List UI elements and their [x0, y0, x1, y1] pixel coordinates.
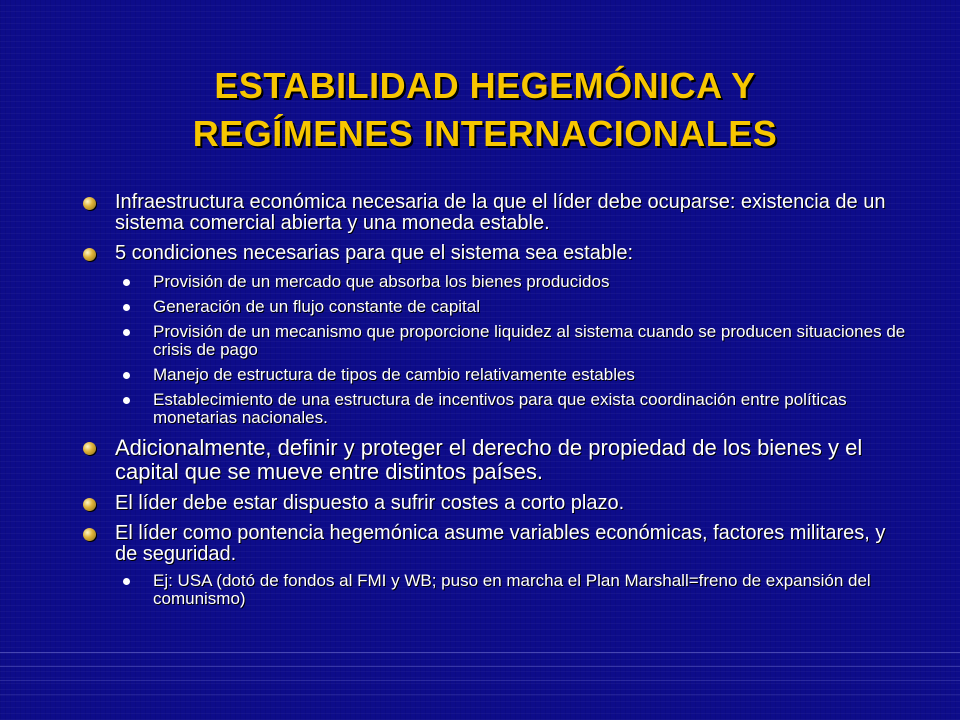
bullet-item	[78, 192, 908, 234]
slide-title	[90, 62, 880, 158]
gold-bullet-icon	[83, 248, 96, 261]
sub-bullet-item	[78, 391, 908, 427]
bullet-text: Infraestructura económica necesaria de la que el líder debe ocuparse: existencia de un sistema comercial abierta y una moneda estable.	[115, 191, 886, 234]
bullet-item	[78, 436, 908, 484]
decorative-line	[0, 694, 960, 695]
sub-bullet-text: Generación de un flujo constante de capital	[153, 297, 481, 316]
gold-bullet-icon	[83, 197, 96, 210]
sub-bullet-text: Manejo de estructura de tipos de cambio relativamente estables	[153, 365, 635, 384]
dot-bullet-icon	[123, 304, 130, 311]
bullet-item	[78, 493, 908, 514]
dot-bullet-icon	[123, 397, 130, 404]
bullet-text: El líder debe estar dispuesto a sufrir costes a corto plazo.	[115, 492, 625, 514]
bullet-text: Adicionalmente, definir y proteger el derecho de propiedad de los bienes y el capital que se mueve entre distintos países.	[115, 435, 863, 484]
sub-bullet-item	[78, 572, 908, 608]
bullet-text: El líder como pontencia hegemónica asume variables económicas, factores militares, y de seguridad.	[115, 522, 886, 565]
sub-bullet-item	[78, 323, 908, 359]
sub-bullet-text: Ej: USA (dotó de fondos al FMI y WB; puso en marcha el Plan Marshall=freno de expansión del comunismo)	[153, 571, 871, 608]
dot-bullet-icon	[123, 372, 130, 379]
slide-content	[78, 192, 908, 608]
gold-bullet-icon	[83, 498, 96, 511]
dot-bullet-icon	[123, 329, 130, 336]
decorative-line	[0, 680, 960, 681]
slide-title-line-1: ESTABILIDAD HEGEMÓNICA Y	[214, 65, 756, 106]
gold-bullet-icon	[83, 528, 96, 541]
dot-bullet-icon	[123, 279, 130, 286]
bullet-text: 5 condiciones necesarias para que el sistema sea estable:	[115, 242, 634, 264]
sub-bullet-text: Provisión de un mercado que absorba los bienes producidos	[153, 272, 610, 291]
decorative-line	[0, 652, 960, 653]
sub-bullet-item	[78, 273, 908, 291]
gold-bullet-icon	[83, 442, 96, 455]
sub-bullet-text: Establecimiento de una estructura de incentivos para que exista coordinación entre políticas monetarias nacionales.	[153, 390, 847, 427]
sub-bullet-item	[78, 366, 908, 384]
sub-bullet-item	[78, 298, 908, 316]
slide-title-line-2: REGÍMENES INTERNACIONALES	[192, 113, 778, 154]
decorative-line	[0, 666, 960, 667]
dot-bullet-icon	[123, 578, 130, 585]
bullet-item	[78, 243, 908, 264]
sub-bullet-text: Provisión de un mecanismo que proporcione liquidez al sistema cuando se producen situaciones de crisis de pago	[153, 322, 906, 359]
bullet-item	[78, 523, 908, 565]
